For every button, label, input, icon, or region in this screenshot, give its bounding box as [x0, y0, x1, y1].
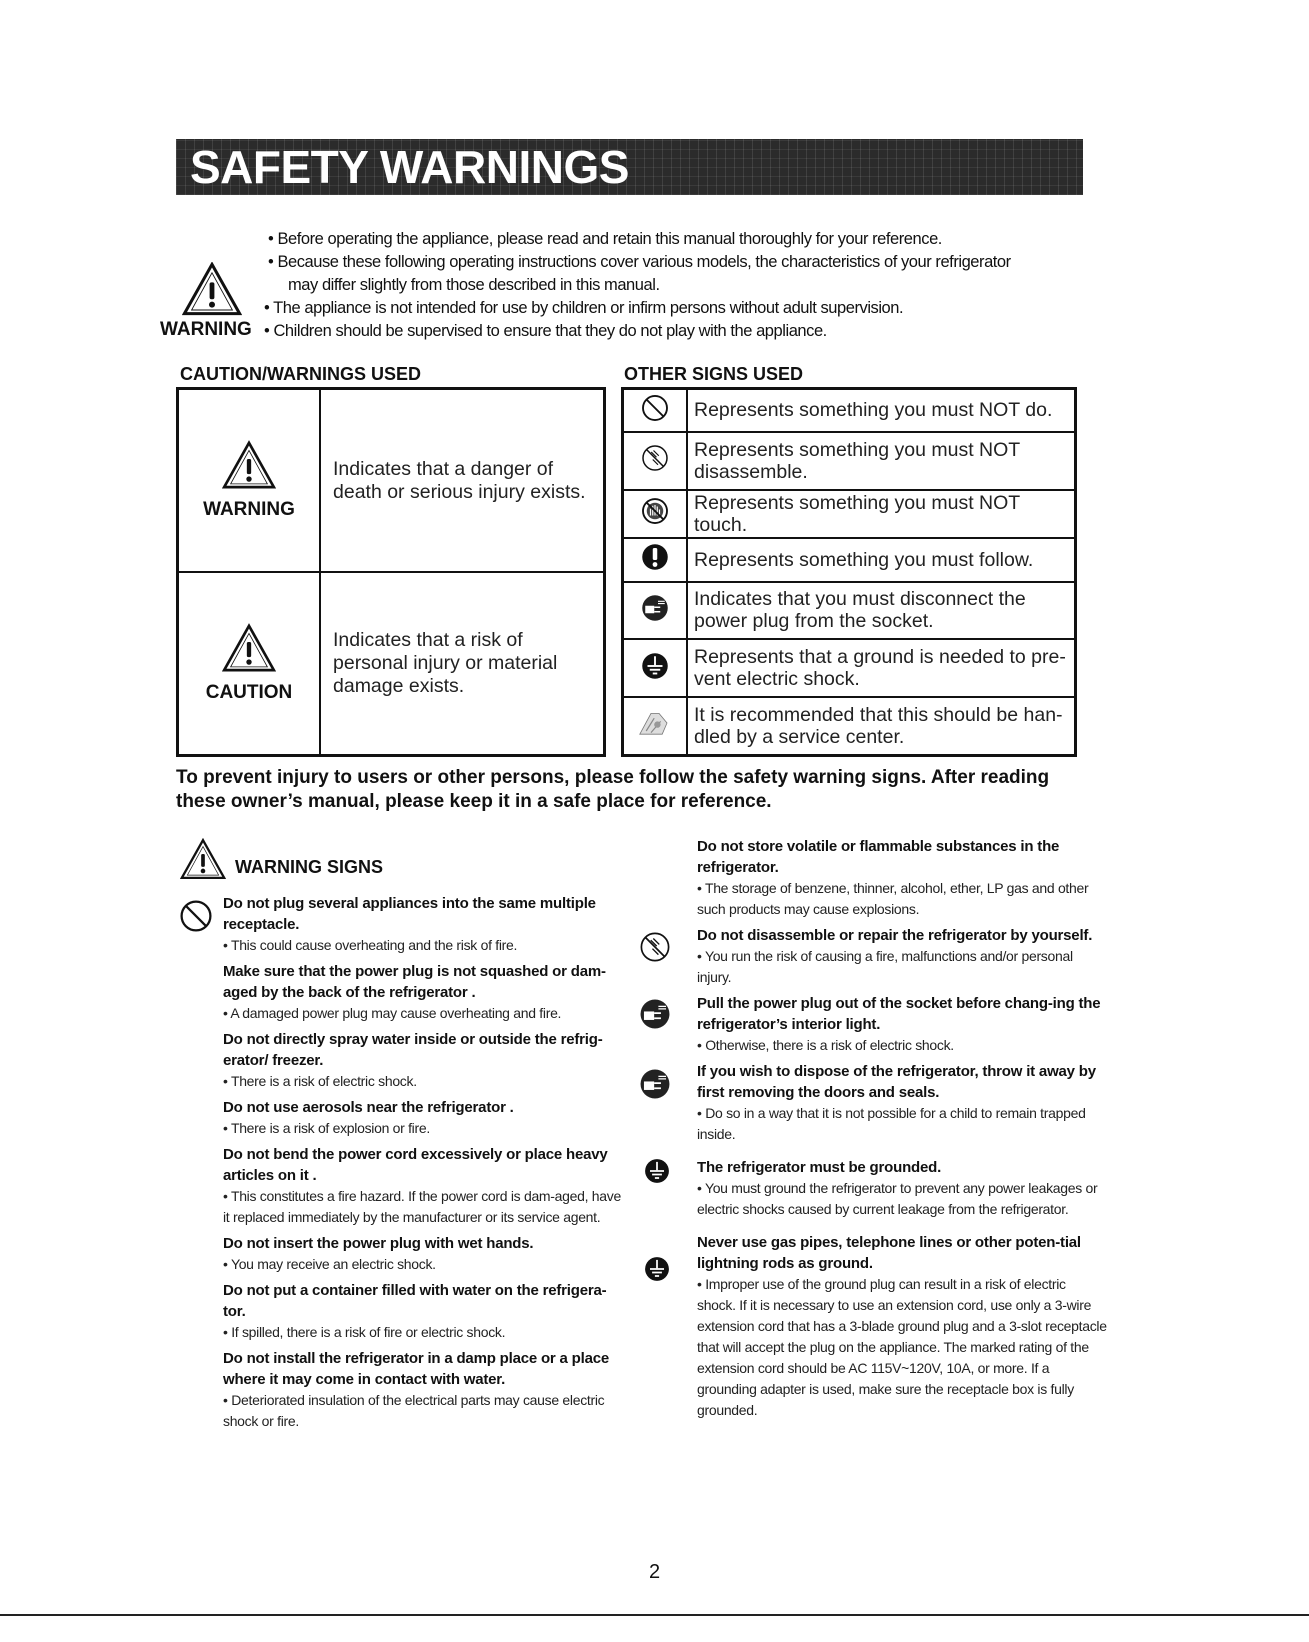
- bottom-rule: [0, 1614, 1309, 1616]
- list-item: Do not store volatile or flammable substances in the refrigerator. • The storage of benzene, thinner, alcohol, ether, LP gas and other such products may cause explosions.: [697, 838, 1089, 917]
- warning-description: Indicates that a danger of death or serious injury exists.: [320, 389, 605, 573]
- table-row: [178, 389, 605, 573]
- table-row: [623, 389, 1076, 432]
- prevent-injury-note: To prevent injury to users or other persons, please follow the safety warning signs. After reading these owner’s manual, please keep it in a safe place for reference.: [176, 767, 1050, 812]
- list-item: Never use gas pipes, telephone lines or other poten-tial lightning rods as ground. • Improper use of the ground plug can result in a risk of electric shock. If it is necessary to use an extension cord, use only a 3-wire extension cord that has a 3-blade ground plug and a 3-slot receptacle that will accept the plug on the appliance. The marked rating of the extension cord should be AC 115V~120V, 10A, or more. If a grounding adapter is used, make sure the receptacle box is fully grounded.: [697, 1234, 1107, 1418]
- table-row: [623, 538, 1076, 581]
- warning-triangle-icon: [180, 838, 226, 880]
- warning-signs-right-column: [697, 836, 1107, 1426]
- list-item: The refrigerator must be grounded. • You must ground the refrigerator to prevent any power leakages or electric shocks caused by current leakage from the refrigerator.: [697, 1159, 1098, 1217]
- ground-icon: [640, 651, 670, 681]
- list-item: Do not directly spray water inside or outside the refrig-erator/ freezer. • There is a risk of electric shock.: [223, 1031, 603, 1089]
- list-item: Make sure that the power plug is not squashed or dam-aged by the back of the refrigerator . • A damaged power plug may cause overheating and fire.: [223, 963, 606, 1021]
- list-item: If you wish to dispose of the refrigerator, throw it away by first removing the doors and seals. • Do so in a way that it is not possible for a child to remain trapped inside.: [697, 1063, 1096, 1142]
- caution-section-heading: CAUTION/WARNINGS USED: [180, 364, 422, 384]
- warning-triangle-icon: [182, 262, 242, 316]
- sign-description: Indicates that you must disconnect the power plug from the socket.: [687, 582, 1076, 640]
- table-row: [623, 582, 1076, 640]
- warning-signs-title: WARNING SIGNS: [235, 857, 384, 877]
- list-item: Do not put a container filled with water on the refrigera-tor. • If spilled, there is a risk of fire or electric shock.: [223, 1282, 607, 1340]
- sign-description: Represents something you must NOT do.: [687, 389, 1076, 432]
- sign-description: It is recommended that this should be han-dled by a service center.: [687, 697, 1076, 756]
- ground-icon: [643, 1157, 671, 1185]
- caution-icon-cell: [178, 572, 321, 756]
- no-touch-icon: [640, 496, 670, 526]
- intro-line: • Before operating the appliance, please read and retain this manual thoroughly for your reference.: [268, 230, 942, 248]
- warning-label: WARNING: [203, 499, 295, 520]
- service-center-icon: [635, 706, 675, 740]
- list-item: Do not install the refrigerator in a damp place or a place where it may come in contact with water. • Deteriorated insulation of the electrical parts may cause electric shock or fire.: [223, 1350, 609, 1429]
- caution-warnings-table: [176, 387, 606, 757]
- no-disassemble-icon: [640, 443, 670, 473]
- caution-icon-cell: [178, 389, 321, 573]
- list-item: Pull the power plug out of the socket before chang-ing the refrigerator’s interior light. • Otherwise, there is a risk of electric shock.: [697, 995, 1101, 1053]
- mandatory-icon: [640, 542, 670, 572]
- table-row: [178, 572, 605, 756]
- caution-triangle-icon: [222, 623, 276, 673]
- intro-bullet-list: [264, 228, 1108, 343]
- intro-line: • Because these following operating instructions cover various models, the characteristics of your refrigerator: [268, 253, 1011, 271]
- table-row: [623, 490, 1076, 539]
- intro-line: may differ slightly from those described in this manual.: [288, 276, 660, 294]
- intro-line: • The appliance is not intended for use by children or infirm persons without adult supervision.: [264, 299, 904, 317]
- other-signs-table: [621, 387, 1077, 757]
- prohibition-icon: [178, 898, 214, 934]
- sign-description: Represents that a ground is needed to pre-vent electric shock.: [687, 639, 1076, 697]
- list-item: Do not bend the power cord excessively or place heavy articles on it . • This constitutes a fire hazard. If the power cord is dam-aged, have it replaced immediately by the manufacturer or its service agent.: [223, 1146, 621, 1225]
- list-item: Do not use aerosols near the refrigerator . • There is a risk of explosion or fire.: [223, 1099, 514, 1136]
- caution-label: CAUTION: [205, 682, 293, 703]
- no-disassemble-icon: [638, 930, 672, 964]
- intro-line: • Children should be supervised to ensure that they do not play with the appliance.: [264, 322, 827, 340]
- list-item: Do not plug several appliances into the same multiple receptacle. • This could cause overheating and the risk of fire.: [223, 895, 596, 953]
- title-banner: [176, 139, 1083, 195]
- page-title: SAFETY WARNINGS: [190, 141, 629, 193]
- intro-warning-label: WARNING: [160, 319, 252, 340]
- caution-description: Indicates that a risk of personal injury or material damage exists.: [320, 572, 605, 756]
- sign-description: Represents something you must follow.: [687, 538, 1076, 581]
- page-number: 2: [648, 1561, 661, 1583]
- sign-description: Represents something you must NOT touch.: [687, 490, 1076, 539]
- unplug-icon: [640, 593, 670, 623]
- sign-description: Represents something you must NOT disassemble.: [687, 432, 1076, 490]
- table-row: [623, 639, 1076, 697]
- warning-signs-left-column: [223, 893, 623, 1437]
- unplug-icon: [638, 1067, 672, 1101]
- warning-triangle-icon: [222, 440, 276, 490]
- unplug-icon: [638, 997, 672, 1031]
- table-row: [623, 432, 1076, 490]
- table-row: [623, 697, 1076, 756]
- ground-icon: [643, 1255, 671, 1283]
- list-item: Do not disassemble or repair the refrigerator by yourself. • You run the risk of causing a fire, malfunctions and/or personal injury.: [697, 927, 1093, 985]
- list-item: Do not insert the power plug with wet hands. • You may receive an electric shock.: [223, 1235, 534, 1272]
- signs-section-heading: OTHER SIGNS USED: [624, 364, 804, 384]
- prohibition-icon: [640, 393, 670, 423]
